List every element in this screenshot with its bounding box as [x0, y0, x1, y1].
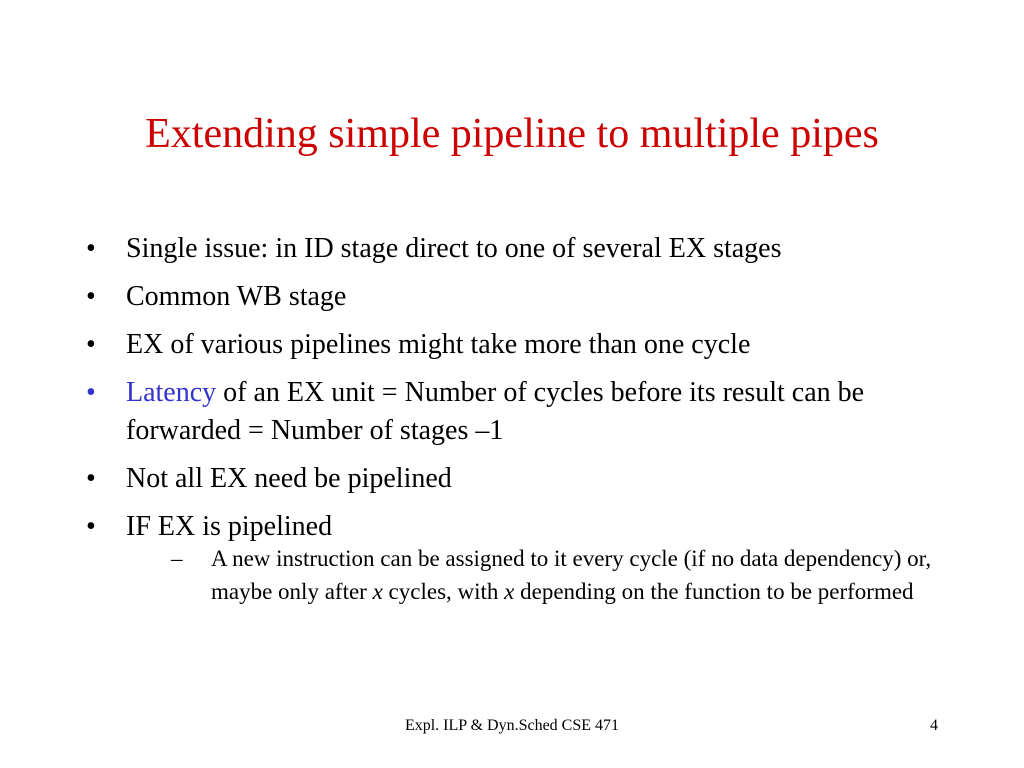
- sub-bullet-mark: –: [171, 546, 183, 571]
- bullet-text: Single issue: in ID stage direct to one of several EX stages: [126, 233, 782, 264]
- slide-title: Extending simple pipeline to multiple pipes: [145, 111, 879, 157]
- footer-text: Expl. ILP & Dyn.Sched CSE 471: [404, 717, 620, 734]
- bullet-mark: •: [86, 281, 96, 312]
- bullet-text: Common WB stage: [126, 281, 347, 312]
- bullet-mark: •: [86, 233, 96, 264]
- bullet-item: [86, 326, 956, 364]
- bullet-text: Not all EX need be pipelined: [126, 463, 452, 494]
- bullet-item: [86, 230, 956, 268]
- latency-term: Latency: [126, 377, 217, 408]
- bullet-item: [86, 278, 956, 316]
- bullet-mark: •: [86, 377, 96, 408]
- variable-x: x: [372, 579, 383, 604]
- sub-bullet-text-1: A new instruction can be assigned to it every cycle (if no data dependency) or, maybe only after: [211, 546, 932, 604]
- bullet-list: [86, 230, 956, 618]
- sub-bullet-text-3: depending on the function to be performed: [514, 579, 914, 604]
- sub-bullet-text-2: cycles, with: [382, 579, 505, 604]
- bullet-item: [86, 508, 956, 608]
- bullet-item-latency: [86, 374, 956, 450]
- bullet-text: EX of various pipelines might take more than one cycle: [126, 329, 751, 360]
- sub-bullet-item: [166, 542, 951, 608]
- page-number: 4: [930, 717, 938, 734]
- bullet-mark: •: [86, 463, 96, 494]
- bullet-text: of an EX unit = Number of cycles before its result can be forwarded = Number of stages –1: [126, 377, 865, 446]
- bullet-item: [86, 460, 956, 498]
- bullet-mark: •: [86, 329, 96, 360]
- bullet-text: IF EX is pipelined: [126, 511, 333, 542]
- variable-x: x: [504, 579, 515, 604]
- bullet-mark: •: [86, 511, 96, 542]
